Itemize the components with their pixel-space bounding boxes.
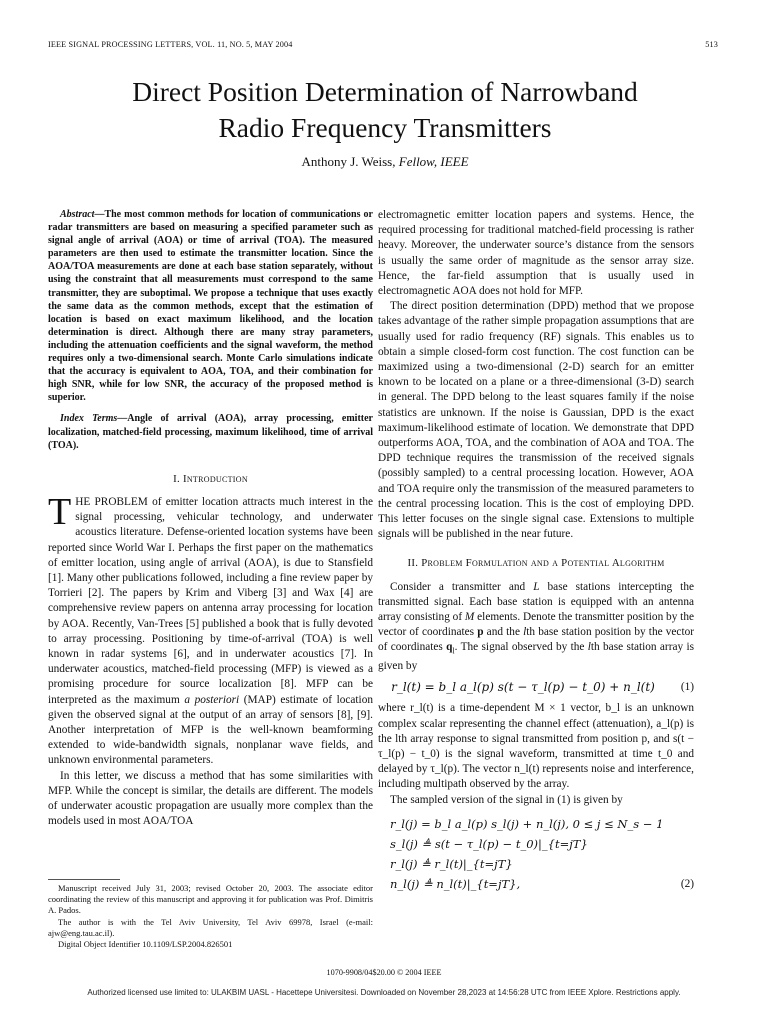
running-header: IEEE SIGNAL PROCESSING LETTERS, VOL. 11, NO. 5, MAY 2004 [48, 40, 293, 49]
problem-paragraph-3: The sampled version of the signal in (1) is given by [390, 793, 623, 806]
p3-L: L [533, 580, 540, 593]
footnote-author: The author is with the Tel Aviv University, Tel Aviv 69978, Israel (e-mail: ajw@eng.tau.ac.il). [48, 916, 373, 938]
right-paragraph-2: The direct position determination (DPD) method that we propose takes advantage of the rather simple propagation assumptions that are usually used for radio frequency (RF) signals. This enables us to obtain a simple closed-form cost function. The cost function can be maximized using a two-dimensional (2-D) search for an emitter known to be located on a plane or a three-dimensional (3-D) search in general. The DPD belong to the least squares family if the noise statistics are unknown. If the noise is Gaussian, DPD is the exact maximum-likelihood estimate of location. We demonstrate that DPD outperforms AOA, TOA, and the combination of AOA and TOA. The DPD technique requires the transmission of the received signals (possibly sampled) to a central processing location. However, AOA and TOA require only the transmission of the measured parameters to the central processing location. This is the cost of employing DPD. This letter focuses on the single signal case. Extensions to multiple signals will be published in the near future. [378, 300, 694, 541]
section-heading-problem-formulation: II. Problem Formulation and a Potential Algorithm [407, 557, 665, 570]
intro-p1-start: HE PROBLEM [75, 495, 148, 508]
footnotes [48, 883, 373, 950]
title-line-1: Direct Position Determination of Narrowband [132, 76, 638, 107]
intro-p1-italic: a posteriori [184, 693, 240, 706]
p3-c: elements. Denote the transmitter position by the vector of coordinates [378, 611, 694, 639]
equation-1-number: (1) [680, 681, 694, 694]
intro-paragraph-2: In this letter, we discuss a method that has some similarities with MFP. While the concept is similar, the details are different. The models of underwater acoustic propagation are usually more complex than the models used in most AOA/TOA [48, 769, 373, 828]
equation-2-row-1: r_l(j) = b_l a_l(p) s_l(j) + n_l(j), 0 ≤ j ≤ N_s − 1 [390, 816, 664, 831]
title-line-2: Radio Frequency Transmitters [218, 112, 552, 143]
p3-l2: l [587, 641, 591, 654]
equation-2-row-4: n_l(j) ≜ n_l(t)|_{t=jT}, [390, 876, 521, 891]
license-notice: Authorized licensed use limited to: ULAKBIM UASL - Hacettepe Universitesi. Downloaded on November 28,2023 at 14:56:28 UTC from IEEE Xplore. Restrictions apply. [87, 988, 681, 997]
equation-1 [378, 680, 694, 695]
drop-cap: T [48, 490, 72, 533]
abstract [48, 208, 373, 404]
abstract-lead: Abstract [60, 209, 95, 220]
equation-2-number: (2) [680, 877, 694, 890]
abstract-text: —The most common methods for location of communications or radar transmitters are based on measuring a specified parameter such as signal angle of arrival (AOA) or time of arrival (TOA). The measured parameters are then used to estimate the transmitter location. Since the AOA/TOA measurements are done at each base station separately, without using the constraint that all measurements must correspond to the same transmitter, they are suboptimal. We propose a technique that uses exactly the same data as the common methods, except that the estimation of location is based on exact maximum likelihood, and the location determination is direct. Although there are many stray parameters, including the attenuation coefficients and the signal waveform, the method requires only a two-dimensional search. Monte Carlo simulations indicate that the accuracy is equivalent to AOA, TOA, and their combination for high SNR, while for low SNR, the accuracy of the proposed method is superior. [48, 209, 373, 404]
intro-p1-end: (MAP) estimate of location given the observed signal at the output of an array of sensors [8], [9]. Another interpretation of MFP is the well-known beamforming extended to wide-bandwidth signals, nonplanar wave fields, and unknown environmental parameters. [48, 693, 373, 767]
p3-e: th base station position by the vector of coordinates [378, 626, 694, 654]
p3-q-sub: l [452, 646, 455, 656]
author-title: Fellow, IEEE [398, 154, 469, 169]
intro-paragraph-1 [48, 490, 373, 769]
left-column [48, 208, 373, 829]
index-terms-lead: Index Terms [60, 413, 118, 425]
page-number: 513 [705, 40, 718, 49]
equation-1-expression: r_l(t) = b_l a_l(p) s(t − τ_l(p) − t_0) + n_l(t) [391, 680, 655, 695]
p3-d: and the [483, 626, 524, 639]
p3-b: base stations intercepting the transmitted signal. Each base station is equipped with an antenna array consisting of [378, 580, 694, 624]
equation-2-row-2: s_l(j) ≜ s(t − τ_l(p) − t_0)|_{t=jT} [390, 836, 588, 851]
problem-paragraph-1 [378, 580, 694, 674]
footnote-rule [48, 879, 120, 880]
right-paragraph-1: electromagnetic emitter location papers and systems. Hence, the required processing for traditional matched-field processing is rather heavy. Moreover, the underwater source’s distance from the sensors is usually the same order of magnitude as the sensor array size. Hence, the far-field assumption that is usually used in electromagnetic AOA does not hold for MFP. [378, 209, 694, 298]
index-terms-text: —Angle of arrival (AOA), array processing, emitter localization, matched-field processing, maximum likelihood, time of arrival (TOA). [48, 413, 373, 451]
footnote-manuscript: Manuscript received July 31, 2003; revised October 20, 2003. The associate editor coordinating the review of this manuscript and approving it for publication was Prof. Dimitris A. Pados. [48, 883, 373, 916]
p3-l: l [523, 626, 527, 639]
equation-2-row-3: r_l(j) ≜ r_l(t)|_{t=jT} [390, 856, 513, 871]
problem-paragraph-2: where r_l(t) is a time-dependent M × 1 vector, b_l is an unknown complex scalar representing the channel effect (attenuation), a_l(p) is the lth array response to signal transmitted from position p, and s(t − τ_l(p) − t_0) is the signal waveform, transmitted at time t_0 and delayed by τ_l(p). The vector n_l(t) represents noise and interference, including multipath observed by the array. [378, 702, 694, 791]
equation-2 [390, 814, 694, 894]
intro-p1-text: of emitter location attracts much interest in the signal processing, vehicular technology, and underwater acoustics literature. Defense-oriented location systems have been reported since World War I. Perhaps the first paper on the mathematics of emitter location, using angle of arrival (AOA), is due to Stansfield [1]. Many other publications followed, including a fine review paper by Torrieri [2]. The papers by Krim and Viberg [3] and Wax [4] are comprehensive review papers on antenna array processing for location by AOA. Recently, Van-Trees [5] published a book that is fully devoted to array processing. Positioning by time-of-arrival (TOA) is well known in radar systems [6], and in underwater acoustics [7]. In underwater acoustics, matched-field processing (MFP) is viewed as a promising procedure for source localization [8]. MFP can be interpreted as the maximum [48, 495, 373, 706]
paper-title [40, 74, 730, 146]
p3-f: . The signal observed by the [454, 641, 588, 654]
p3-a: Consider a transmitter and [390, 580, 534, 593]
p3-q: q [446, 641, 453, 654]
author-line [40, 154, 730, 170]
p3-g: th base station array is given by [378, 641, 694, 672]
p3-M: M [464, 611, 475, 624]
copyright-line: 1070-9908/04$20.00 © 2004 IEEE [326, 968, 442, 977]
right-column [378, 208, 694, 894]
index-terms [48, 412, 373, 451]
section-heading-introduction: I. Introduction [173, 472, 248, 485]
author-name: Anthony J. Weiss, [301, 154, 396, 169]
footnote-doi: Digital Object Identifier 10.1109/LSP.2004.826501 [58, 939, 233, 950]
p3-p: p [477, 626, 484, 639]
